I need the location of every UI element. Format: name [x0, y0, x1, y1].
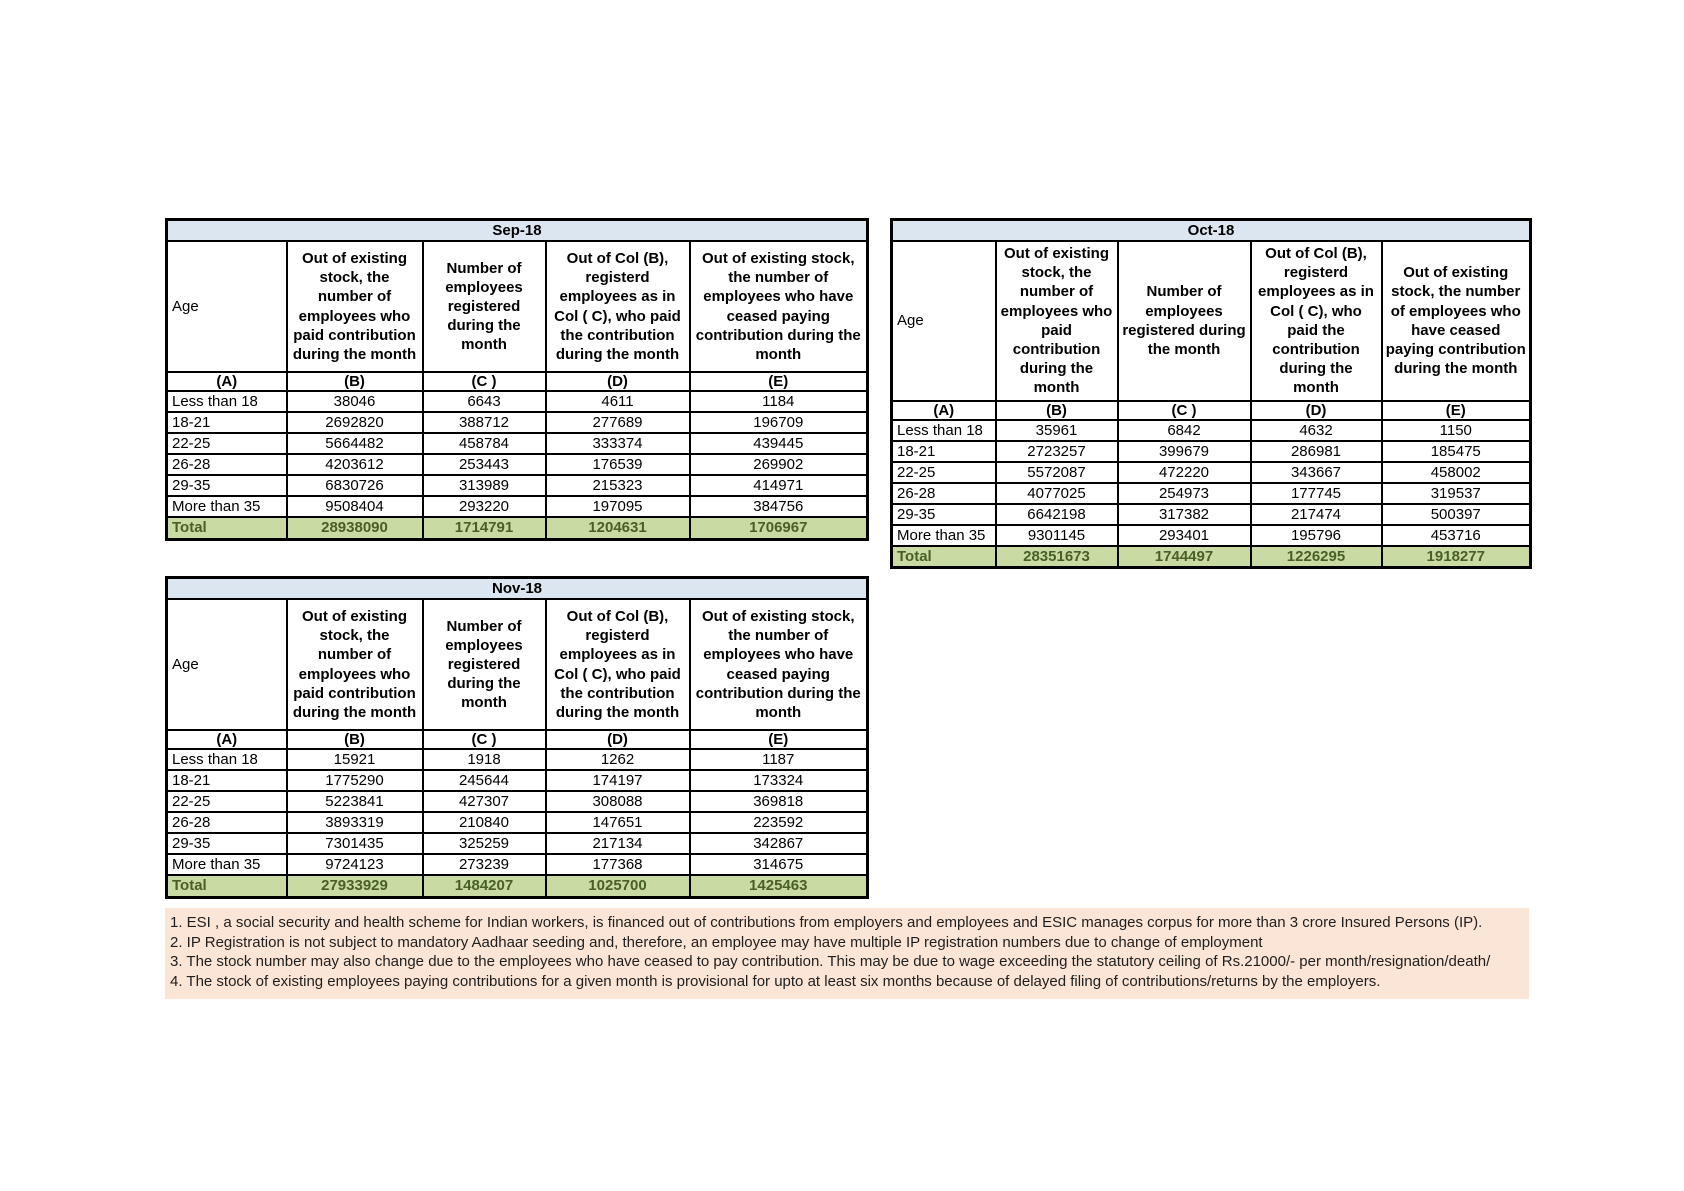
- column-letter-cell: (A): [892, 401, 996, 420]
- month-title-row: [167, 578, 868, 600]
- total-row: [892, 546, 1531, 568]
- total-value-cell: 1425463: [690, 875, 868, 897]
- total-value-cell: 1204631: [546, 517, 690, 539]
- value-cell: 399679: [1118, 441, 1251, 462]
- value-cell: 197095: [546, 496, 690, 517]
- column-letter-cell: (D): [546, 372, 690, 391]
- table-row: [167, 791, 868, 812]
- total-label-cell: Total: [892, 546, 996, 568]
- column-letter-cell: (A): [167, 372, 287, 391]
- column-header-cell: Out of existing stock, the number of employees who paid contribution during the month: [996, 241, 1118, 401]
- table-oct-18: [890, 218, 1529, 569]
- value-cell: 325259: [423, 833, 546, 854]
- age-cell: Less than 18: [892, 420, 996, 441]
- value-cell: 333374: [546, 433, 690, 454]
- value-cell: 38046: [287, 391, 423, 412]
- column-letters-row: [892, 401, 1531, 420]
- value-cell: 177745: [1251, 483, 1382, 504]
- column-letter-cell: (A): [167, 730, 287, 749]
- value-cell: 277689: [546, 412, 690, 433]
- age-cell: More than 35: [167, 854, 287, 875]
- value-cell: 293401: [1118, 525, 1251, 546]
- value-cell: 1918: [423, 749, 546, 770]
- value-cell: 245644: [423, 770, 546, 791]
- age-cell: 18-21: [167, 770, 287, 791]
- value-cell: 5664482: [287, 433, 423, 454]
- value-cell: 273239: [423, 854, 546, 875]
- value-cell: 173324: [690, 770, 868, 791]
- age-cell: 18-21: [892, 441, 996, 462]
- month-title: Oct-18: [892, 220, 1531, 242]
- column-letter-cell: (E): [690, 372, 868, 391]
- value-cell: 314675: [690, 854, 868, 875]
- column-header-cell: Out of existing stock, the number of employees who have ceased paying contribution during the month: [690, 241, 868, 372]
- total-value-cell: 27933929: [287, 875, 423, 897]
- table-row: [892, 504, 1531, 525]
- column-letter-cell: (C ): [423, 730, 546, 749]
- value-cell: 308088: [546, 791, 690, 812]
- footnote-4: 4. The stock of existing employees paying contributions for a given month is provisional for upto at least six months because of delayed filing of contributions/returns by the employers.: [170, 972, 1381, 990]
- table-row: [167, 496, 868, 517]
- footnote-3: 3. The stock number may also change due to the employees who have ceased to pay contribution. This may be due to wage exceeding the statutory ceiling of Rs.21000/- per month/resignation/death/: [170, 953, 1491, 970]
- value-cell: 293220: [423, 496, 546, 517]
- value-cell: 4077025: [996, 483, 1118, 504]
- value-cell: 6643: [423, 391, 546, 412]
- table-row: [167, 475, 868, 496]
- total-value-cell: 1714791: [423, 517, 546, 539]
- value-cell: 343667: [1251, 462, 1382, 483]
- table-sep-18: [165, 218, 866, 541]
- value-cell: 223592: [690, 812, 868, 833]
- value-cell: 1775290: [287, 770, 423, 791]
- value-cell: 1184: [690, 391, 868, 412]
- value-cell: 15921: [287, 749, 423, 770]
- total-label-cell: Total: [167, 517, 287, 539]
- month-table: [165, 576, 869, 899]
- value-cell: 6642198: [996, 504, 1118, 525]
- value-cell: 453716: [1382, 525, 1531, 546]
- footnotes-block: [165, 908, 1529, 999]
- table-row: [892, 420, 1531, 441]
- total-label-cell: Total: [167, 875, 287, 897]
- value-cell: 5223841: [287, 791, 423, 812]
- age-cell: Less than 18: [167, 391, 287, 412]
- value-cell: 185475: [1382, 441, 1531, 462]
- table-row: [167, 454, 868, 475]
- value-cell: 210840: [423, 812, 546, 833]
- total-value-cell: 1706967: [690, 517, 868, 539]
- age-header-cell: Age: [892, 241, 996, 401]
- column-letter-cell: (D): [546, 730, 690, 749]
- value-cell: 9724123: [287, 854, 423, 875]
- table-row: [167, 391, 868, 412]
- total-row: [167, 875, 868, 897]
- month-title-row: [167, 220, 868, 242]
- total-value-cell: 1226295: [1251, 546, 1382, 568]
- total-row: [167, 517, 868, 539]
- value-cell: 9301145: [996, 525, 1118, 546]
- value-cell: 1262: [546, 749, 690, 770]
- table-row: [167, 749, 868, 770]
- header-row: [167, 241, 868, 372]
- header-row: [167, 599, 868, 730]
- column-letters-row: [167, 730, 868, 749]
- column-letter-cell: (B): [996, 401, 1118, 420]
- value-cell: 215323: [546, 475, 690, 496]
- value-cell: 4203612: [287, 454, 423, 475]
- column-letter-cell: (D): [1251, 401, 1382, 420]
- value-cell: 6830726: [287, 475, 423, 496]
- month-title: Nov-18: [167, 578, 868, 600]
- value-cell: 458002: [1382, 462, 1531, 483]
- value-cell: 427307: [423, 791, 546, 812]
- value-cell: 4611: [546, 391, 690, 412]
- table-row: [892, 441, 1531, 462]
- age-cell: More than 35: [167, 496, 287, 517]
- column-header-cell: Number of employees registered during the month: [423, 599, 546, 730]
- table-row: [167, 412, 868, 433]
- value-cell: 195796: [1251, 525, 1382, 546]
- value-cell: 3893319: [287, 812, 423, 833]
- total-value-cell: 1484207: [423, 875, 546, 897]
- value-cell: 9508404: [287, 496, 423, 517]
- column-letter-cell: (C ): [1118, 401, 1251, 420]
- age-cell: Less than 18: [167, 749, 287, 770]
- table-nov-18: [165, 576, 866, 899]
- value-cell: 217134: [546, 833, 690, 854]
- value-cell: 472220: [1118, 462, 1251, 483]
- footnote-2: 2. IP Registration is not subject to mandatory Aadhaar seeding and, therefore, an employee may have multiple IP registration numbers due to change of employment: [170, 933, 1263, 951]
- value-cell: 313989: [423, 475, 546, 496]
- table-row: [167, 433, 868, 454]
- value-cell: 384756: [690, 496, 868, 517]
- value-cell: 317382: [1118, 504, 1251, 525]
- total-value-cell: 1025700: [546, 875, 690, 897]
- age-cell: 29-35: [167, 833, 287, 854]
- total-value-cell: 28351673: [996, 546, 1118, 568]
- age-cell: 22-25: [167, 791, 287, 812]
- age-cell: 22-25: [167, 433, 287, 454]
- column-letter-cell: (B): [287, 372, 423, 391]
- value-cell: 6842: [1118, 420, 1251, 441]
- column-header-cell: Number of employees registered during the month: [423, 241, 546, 372]
- value-cell: 176539: [546, 454, 690, 475]
- age-cell: 18-21: [167, 412, 287, 433]
- column-letter-cell: (E): [690, 730, 868, 749]
- table-row: [167, 770, 868, 791]
- value-cell: 269902: [690, 454, 868, 475]
- value-cell: 286981: [1251, 441, 1382, 462]
- age-cell: 26-28: [167, 454, 287, 475]
- column-header-cell: Out of existing stock, the number of employees who paid contribution during the month: [287, 241, 423, 372]
- column-header-cell: Out of existing stock, the number of employees who have ceased paying contribution during the month: [690, 599, 868, 730]
- age-header-cell: Age: [167, 241, 287, 372]
- value-cell: 500397: [1382, 504, 1531, 525]
- value-cell: 174197: [546, 770, 690, 791]
- value-cell: 414971: [690, 475, 868, 496]
- column-letter-cell: (B): [287, 730, 423, 749]
- value-cell: 458784: [423, 433, 546, 454]
- value-cell: 439445: [690, 433, 868, 454]
- value-cell: 1187: [690, 749, 868, 770]
- column-header-cell: Out of existing stock, the number of employees who paid contribution during the month: [287, 599, 423, 730]
- value-cell: 4632: [1251, 420, 1382, 441]
- value-cell: 35961: [996, 420, 1118, 441]
- footnote-1: 1. ESI , a social security and health scheme for Indian workers, is financed out of contributions from employers and employees and ESIC manages corpus for more than 3 crore Insured Persons (IP).: [170, 914, 1483, 931]
- column-header-cell: Out of Col (B), registerd employees as in Col ( C), who paid the contribution during the month: [1251, 241, 1382, 401]
- header-row: [892, 241, 1531, 401]
- value-cell: 369818: [690, 791, 868, 812]
- value-cell: 2692820: [287, 412, 423, 433]
- column-header-cell: Out of existing stock, the number of employees who have ceased paying contribution during the month: [1382, 241, 1531, 401]
- value-cell: 5572087: [996, 462, 1118, 483]
- age-cell: 26-28: [892, 483, 996, 504]
- table-row: [892, 462, 1531, 483]
- age-cell: 22-25: [892, 462, 996, 483]
- table-row: [167, 854, 868, 875]
- month-title: Sep-18: [167, 220, 868, 242]
- total-value-cell: 1744497: [1118, 546, 1251, 568]
- age-cell: 26-28: [167, 812, 287, 833]
- table-row: [167, 812, 868, 833]
- table-row: [892, 483, 1531, 504]
- value-cell: 1150: [1382, 420, 1531, 441]
- age-cell: 29-35: [167, 475, 287, 496]
- age-cell: 29-35: [892, 504, 996, 525]
- value-cell: 319537: [1382, 483, 1531, 504]
- value-cell: 253443: [423, 454, 546, 475]
- value-cell: 147651: [546, 812, 690, 833]
- value-cell: 342867: [690, 833, 868, 854]
- value-cell: 7301435: [287, 833, 423, 854]
- total-value-cell: 28938090: [287, 517, 423, 539]
- value-cell: 217474: [1251, 504, 1382, 525]
- month-table: [165, 218, 869, 541]
- table-row: [167, 833, 868, 854]
- month-title-row: [892, 220, 1531, 242]
- column-letter-cell: (C ): [423, 372, 546, 391]
- column-header-cell: Out of Col (B), registerd employees as in Col ( C), who paid the contribution during the month: [546, 599, 690, 730]
- value-cell: 196709: [690, 412, 868, 433]
- table-row: [892, 525, 1531, 546]
- age-cell: More than 35: [892, 525, 996, 546]
- total-value-cell: 1918277: [1382, 546, 1531, 568]
- value-cell: 177368: [546, 854, 690, 875]
- column-header-cell: Out of Col (B), registerd employees as in Col ( C), who paid the contribution during the month: [546, 241, 690, 372]
- age-header-cell: Age: [167, 599, 287, 730]
- month-table: [890, 218, 1532, 569]
- value-cell: 254973: [1118, 483, 1251, 504]
- value-cell: 2723257: [996, 441, 1118, 462]
- column-letter-cell: (E): [1382, 401, 1531, 420]
- column-letters-row: [167, 372, 868, 391]
- value-cell: 388712: [423, 412, 546, 433]
- column-header-cell: Number of employees registered during the month: [1118, 241, 1251, 401]
